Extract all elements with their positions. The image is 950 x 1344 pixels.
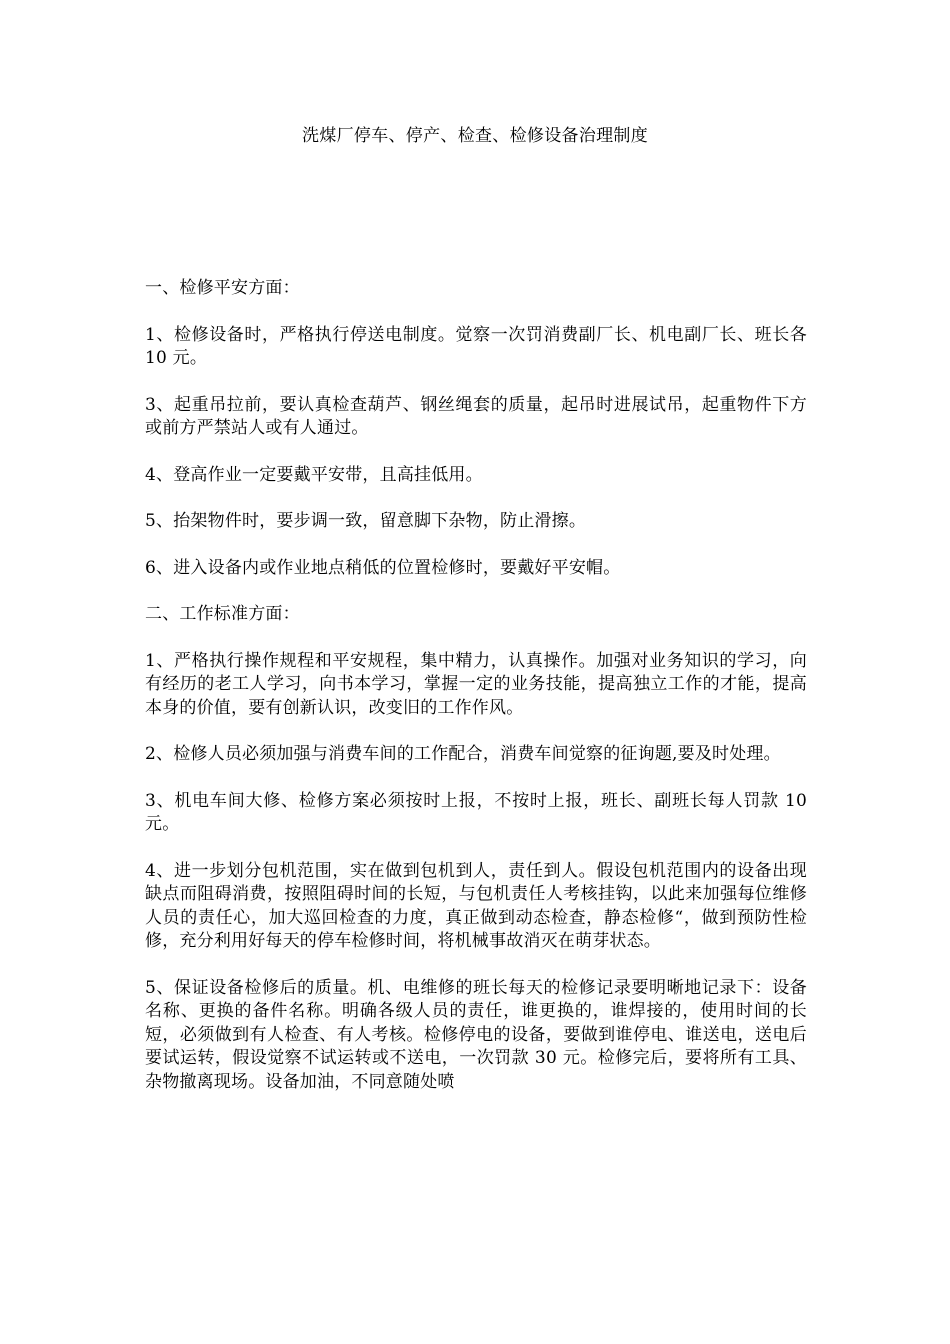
paragraph: 4、进一步划分包机范围，实在做到包机到人，责任到人。假设包机范围内的设备出现缺点而阻碍消费，按照阻碍时间的长短，与包机责任人考核挂钩，以此来加强每位维修人员的责任心，加大巡回检查的力度，真正做到动态检查，静态检修“，做到预防性检修，充分利用好每天的停车检修时间，将机械事故消灭在萌芽状态。: [145, 860, 807, 951]
paragraph: 4、登高作业一定要戴平安带，且高挂低用。: [145, 464, 483, 485]
paragraph: 5、抬架物件时，要步调一致，留意脚下杂物，防止滑擦。: [145, 511, 587, 531]
document-title: 洗煤厂停车、停产、检查、检修设备治理制度: [302, 126, 648, 146]
paragraph: 6、进入设备内或作业地点稍低的位置检修时，要戴好平安帽。: [145, 557, 621, 578]
paragraph: 3、起重吊拉前，要认真检查葫芦、钢丝绳套的质量，起吊时进展试吊，起重物件下方或前方严禁站人或有人通过。: [145, 394, 807, 438]
section-heading-work-standards: 二、工作标准方面：: [145, 604, 300, 624]
paragraph: 3、机电车间大修、检修方案必须按时上报，不按时上报，班长、副班长每人罚款 10 元。: [145, 790, 807, 834]
section-heading-safety: 一、检修平安方面：: [145, 278, 300, 298]
paragraph: 5、保证设备检修后的质量。机、电维修的班长每天的检修记录要明晰地记录下：设备名称、更换的备件名称。明确各级人员的责任，谁更换的，谁焊接的，使用时间的长短，必须做到有人检查、有人考核。检修停电的设备，要做到谁停电、谁送电，送电后要试运转，假设觉察不试运转或不送电，一次罚款 30 元。检修完后，要将所有工具、杂物撤离现场。设备加油，不同意随处喷: [145, 977, 807, 1092]
paragraph: 2、检修人员必须加强与消费车间的工作配合，消费车间觉察的征询题,要及时处理。: [145, 744, 781, 764]
document-body: [145, 277, 807, 1117]
paragraph: 1、严格执行操作规程和平安规程，集中精力，认真操作。加强对业务知识的学习，向有经历的老工人学习，向书本学习，掌握一定的业务技能，提高独立工作的才能，提高本身的价值，要有创新认识，改变旧的工作作风。: [145, 650, 807, 718]
paragraph: 1、检修设备时，严格执行停送电制度。觉察一次罚消费副厂长、机电副厂长、班长各 10 元。: [145, 324, 807, 368]
